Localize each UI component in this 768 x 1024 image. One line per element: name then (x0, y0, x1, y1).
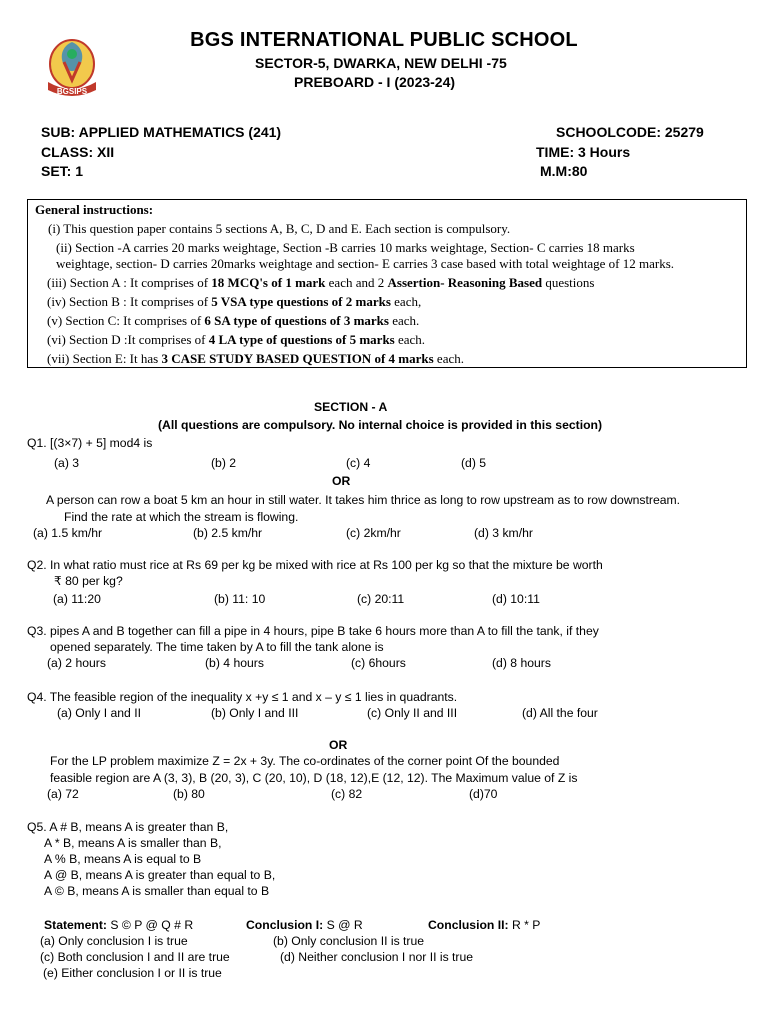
q3-option-b: (b) 4 hours (205, 656, 264, 670)
school-name: BGS INTERNATIONAL PUBLIC SCHOOL (190, 29, 578, 51)
q1-alt-option-d: (d) 3 km/hr (474, 526, 533, 540)
q1-text: Q1. [(3×7) + 5] mod4 is (27, 436, 153, 450)
q5-option-b: (b) Only conclusion II is true (273, 934, 425, 948)
q3-text-b: opened separately. The time taken by A to fill the tank alone is (50, 640, 384, 654)
q4-or: OR (329, 738, 348, 752)
q1-or: OR (332, 474, 351, 488)
q5-line-1: Q5. A # B, means A is greater than B, (27, 820, 229, 834)
q2-option-c: (c) 20:11 (357, 592, 405, 606)
q1-alt-text-b: Find the rate at which the stream is flowing. (64, 510, 299, 524)
q4-option-b: (b) Only I and III (211, 706, 299, 720)
q5-conclusion-2: Conclusion II: R * P (428, 918, 541, 932)
q5-option-e: (e) Either conclusion I or II is true (43, 966, 222, 980)
time: TIME: 3 Hours (536, 144, 631, 160)
q4-alt-option-a: (a) 72 (47, 787, 79, 801)
set: SET: 1 (41, 163, 84, 179)
q4-option-a: (a) Only I and II (57, 706, 141, 720)
instruction-v: (v) Section C: It comprises of 6 SA type of questions of 3 marks each. (47, 313, 420, 328)
q2-text-b: ₹ 80 per kg? (54, 574, 123, 588)
q5-conclusion-1: Conclusion I: S @ R (246, 918, 363, 932)
q2-option-a: (a) 11:20 (53, 592, 101, 606)
q1-alt-option-c: (c) 2km/hr (346, 526, 401, 540)
q1-option-c: (c) 4 (346, 456, 371, 470)
instruction-ii-a: (ii) Section -A carries 20 marks weightage, Section -B carries 10 marks weightage, Section- C carries 18 marks (56, 240, 635, 255)
q1-option-d: (d) 5 (461, 456, 487, 470)
section-a-note: (All questions are compulsory. No internal choice is provided in this section) (158, 418, 603, 432)
instruction-ii-b: weightage, section- D carries 20marks weightage and section- E carries 3 case based with total weightage of 12 marks. (56, 256, 675, 271)
instruction-iv: (iv) Section B : It comprises of 5 VSA type questions of 2 marks each, (47, 294, 422, 309)
q2-text-a: Q2. In what ratio must rice at Rs 69 per kg be mixed with rice at Rs 100 per kg so that the mixture be worth (27, 558, 603, 572)
q5-line-5: A © B, means A is smaller than equal to B (44, 884, 270, 898)
instruction-vi: (vi) Section D :It comprises of 4 LA type of questions of 5 marks each. (47, 332, 426, 347)
q5-option-d: (d) Neither conclusion I nor II is true (280, 950, 474, 964)
q1-option-a: (a) 3 (54, 456, 80, 470)
q4-alt-text-a: For the LP problem maximize Z = 2x + 3y. The co-ordinates of the corner point Of the bounded (50, 754, 560, 768)
q2-option-d: (d) 10:11 (492, 592, 540, 606)
general-instructions (27, 199, 747, 368)
q2-option-b: (b) 11: 10 (214, 592, 266, 606)
q3-text-a: Q3. pipes A and B together can fill a pipe in 4 hours, pipe B take 6 hours more than A to fill the tank, if they (27, 624, 599, 638)
section-a-title: SECTION - A (314, 400, 388, 414)
logo-text: BGSIPS (56, 87, 88, 96)
q4-alt-option-c: (c) 82 (331, 787, 363, 801)
instruction-iii: (iii) Section A : It comprises of 18 MCQ's of 1 mark each and 2 Assertion- Reasoning Based questions (47, 275, 595, 290)
q4-alt-option-b: (b) 80 (173, 787, 205, 801)
q3-option-d: (d) 8 hours (492, 656, 551, 670)
q5-option-c: (c) Both conclusion I and II are true (40, 950, 230, 964)
q1-alt-text-a: A person can row a boat 5 km an hour in still water. It takes him thrice as long to row upstream as to row downstream. (46, 493, 681, 507)
instructions-title: General instructions: (35, 202, 154, 217)
q4-alt-option-d: (d)70 (469, 787, 498, 801)
instruction-i: (i) This question paper contains 5 sections A, B, C, D and E. Each section is compulsory. (48, 221, 511, 236)
q4-text: Q4. The feasible region of the inequality x +y ≤ 1 and x – y ≤ 1 lies in quadrants. (27, 690, 458, 704)
class: CLASS: XII (41, 144, 115, 160)
q5-statement: Statement: S © P @ Q # R (44, 918, 194, 932)
max-marks: M.M:80 (540, 163, 588, 179)
q5-line-2: A * B, means A is smaller than B, (44, 836, 222, 850)
school-code: SCHOOLCODE: 25279 (556, 124, 704, 140)
q3-option-c: (c) 6hours (351, 656, 406, 670)
q5-line-4: A @ B, means A is greater than equal to B, (44, 868, 276, 882)
q5-option-a: (a) Only conclusion I is true (40, 934, 188, 948)
q5-line-3: A % B, means A is equal to B (44, 852, 202, 866)
q4-option-c: (c) Only II and III (367, 706, 458, 720)
q4-alt-text-b: feasible region are A (3, 3), B (20, 3), C (20, 10), D (18, 12),E (12, 12). The Maximum value of Z is (50, 771, 578, 785)
q1-alt-option-a: (a) 1.5 km/hr (33, 526, 103, 540)
q4-option-d: (d) All the four (522, 706, 598, 720)
instruction-vii: (vii) Section E: It has 3 CASE STUDY BASED QUESTION of 4 marks each. (47, 351, 464, 366)
q1-option-b: (b) 2 (211, 456, 237, 470)
q3-option-a: (a) 2 hours (47, 656, 106, 670)
q1-alt-option-b: (b) 2.5 km/hr (193, 526, 263, 540)
subject: SUB: APPLIED MATHEMATICS (241) (41, 124, 282, 140)
